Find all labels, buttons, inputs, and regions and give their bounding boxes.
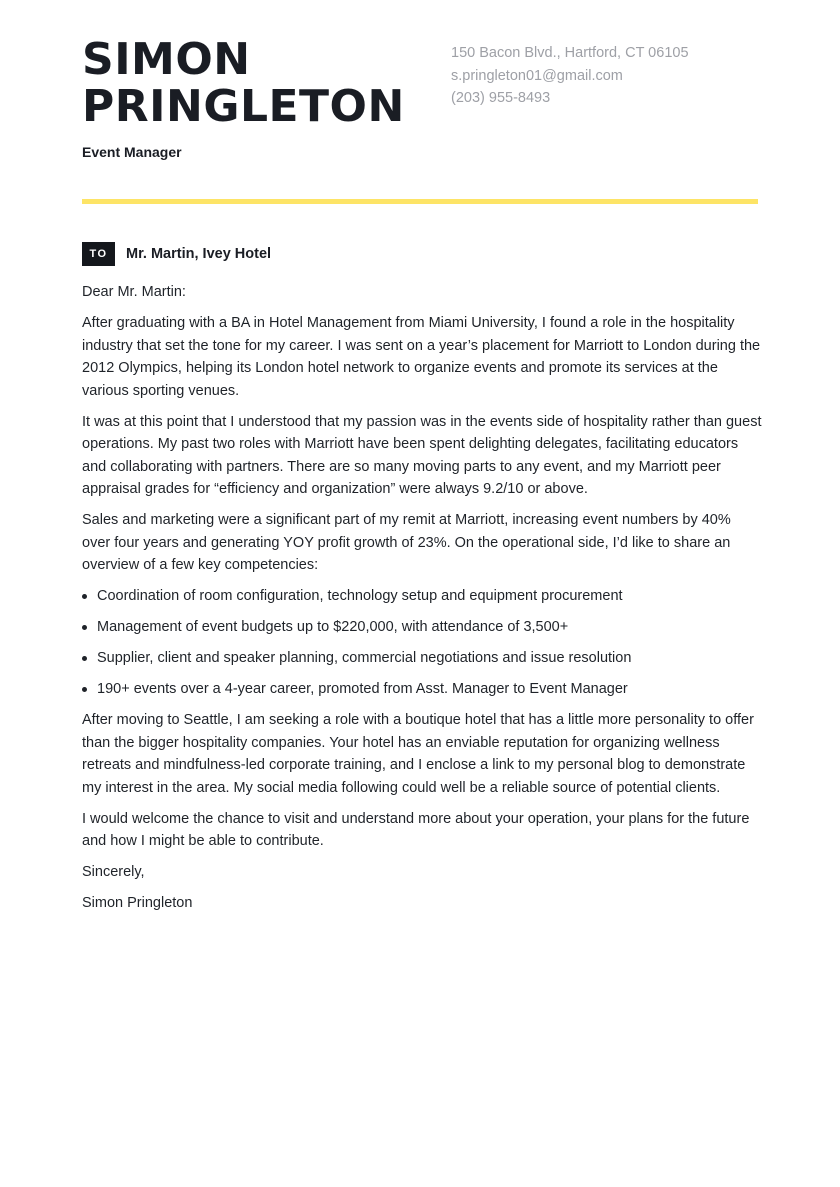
paragraph-4: After moving to Seattle, I am seeking a role with a boutique hotel that has a little more personality to offer than the bigger hospitality companies. Your hotel has an enviable reputation for organizing wellness retreats and mindfulness-led corporate training, and I enclose a link to my personal blog to demonstrate my interest in the area. My social media following could well be a reliable source of potential clients. xyxy=(82,712,754,796)
list-item-text: Coordination of room configuration, technology setup and equipment procurement xyxy=(97,588,623,604)
paragraph-2: It was at this point that I understood that my passion was in the events side of hospitality rather than guest operations. My past two roles with Marriott have been spent delighting delegates, facilitating educators and collaborating with partners. There are so many moving parts to any event, and my Marriott peer appraisal grades for “efficiency and organization” were always 9.2/10 or above. xyxy=(82,413,762,497)
list-item xyxy=(82,647,762,670)
list-item xyxy=(82,678,762,701)
signature: Simon Pringleton xyxy=(82,895,193,911)
list-item xyxy=(82,585,762,608)
address: 150 Bacon Blvd., Hartford, CT 06105 xyxy=(451,45,689,61)
bullet-icon xyxy=(82,687,87,692)
list-item xyxy=(82,616,762,639)
last-name: PRINGLETON xyxy=(82,81,405,132)
accent-divider xyxy=(82,199,758,204)
paragraph-1: After graduating with a BA in Hotel Management from Miami University, I found a role in the hospitality industry that set the tone for my career. I was sent on a year’s placement for Marriott to London during the 2012 Olympics, helping its London hotel network to organize events and promote its services at the various sporting venues. xyxy=(82,315,761,399)
applicant-name xyxy=(82,36,405,130)
paragraph-3: Sales and marketing were a significant part of my remit at Marriott, increasing event numbers by 40% over four years and generating YOY profit growth of 23%. On the operational side, I’d like to share an overview of a few key competencies: xyxy=(82,512,731,573)
list-item-text: 190+ events over a 4-year career, promoted from Asst. Manager to Event Manager xyxy=(97,681,628,697)
bullet-icon xyxy=(82,625,87,630)
paragraph-5: I would welcome the chance to visit and understand more about your operation, your plans for the future and how I might be able to contribute. xyxy=(82,810,750,849)
recipient-row xyxy=(82,242,271,266)
closing-block xyxy=(82,861,762,915)
bullet-icon xyxy=(82,656,87,661)
competencies-list xyxy=(82,585,762,701)
first-name: SIMON xyxy=(82,34,251,85)
bullet-icon xyxy=(82,594,87,599)
salutation: Dear Mr. Martin: xyxy=(82,284,186,300)
list-item-text: Management of event budgets up to $220,000, with attendance of 3,500+ xyxy=(97,619,569,635)
letter-body xyxy=(82,281,762,923)
recipient-name: Mr. Martin, Ivey Hotel xyxy=(126,246,272,262)
email: s.pringleton01@gmail.com xyxy=(451,67,623,84)
contact-info xyxy=(451,42,689,110)
to-badge: TO xyxy=(82,242,115,266)
closing: Sincerely, xyxy=(82,864,145,880)
job-title: Event Manager xyxy=(82,144,182,160)
phone: (203) 955-8493 xyxy=(451,90,551,106)
list-item-text: Supplier, client and speaker planning, commercial negotiations and issue resolution xyxy=(97,650,632,666)
